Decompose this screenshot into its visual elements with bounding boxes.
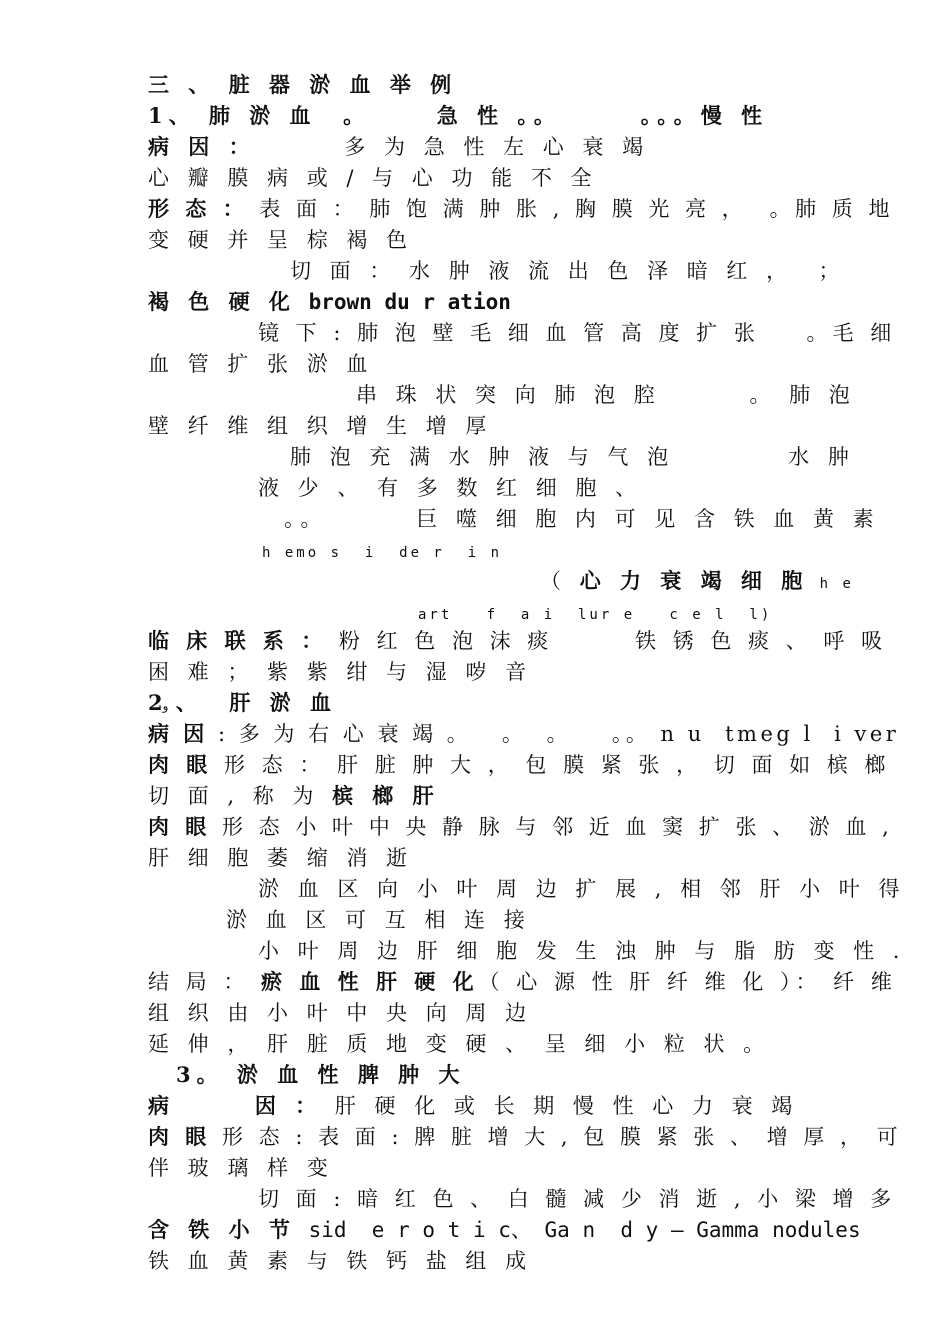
- text-segment: 延 伸 ， 肝 脏 质 地 变 硬 、 呈 细 小 粒 状 。: [148, 1032, 771, 1056]
- text-line: [148, 1215, 861, 1245]
- term: 褐 色 硬 化: [148, 289, 296, 314]
- text-line: [148, 967, 897, 997]
- text-line: [148, 163, 598, 193]
- text-segment: 液 少 、 有 多 数 红 细 胞 、: [258, 476, 643, 500]
- subheading-spleen: [176, 1060, 465, 1090]
- text-line: [148, 287, 511, 317]
- text-line: [148, 1029, 770, 1059]
- subheading-liver: [148, 688, 337, 721]
- text-line: [148, 626, 887, 656]
- text-segment: 变 硬 并 呈 棕 褐 色: [148, 228, 414, 252]
- label: 形 态 ：: [148, 196, 249, 221]
- text-segment: 2: [148, 690, 163, 715]
- label: 病 因 ：: [148, 1093, 323, 1118]
- term-english: h e: [808, 576, 854, 592]
- term-english: h emo s i de r i n: [262, 545, 503, 561]
- label: 病 因: [148, 721, 208, 746]
- text-segment: 串 珠 状 突 向 肺 泡 腔 。 肺 泡: [356, 383, 856, 407]
- text-segment: 铁 血 黄 素 与 铁 钙 盐 组 成: [148, 1249, 533, 1273]
- section-heading: [148, 70, 457, 100]
- text-segment: 小 叶 周 边 肝 细 胞 发 生 浊 肿 与 脂 肪 变 性 .: [258, 939, 906, 963]
- term-english: brown du r ation: [295, 290, 511, 314]
- text-line: [258, 473, 642, 503]
- text-segment: 形 态 : 表 面 : 脾 脏 增 大 , 包 膜 紧 张 、 增 厚 ， 可: [210, 1125, 903, 1149]
- text-line: [258, 874, 905, 904]
- text-segment: 壁 纤 维 组 织 增 生 增 厚: [148, 414, 493, 438]
- text-line: [148, 1122, 902, 1152]
- text-segment: 伴 玻 璃 样 变: [148, 1156, 334, 1180]
- text-segment: 心 瓣 膜 病 或 / 与 心 功 能 不 全: [148, 166, 598, 190]
- text-segment: 三 、 脏 器 淤 血 举 例: [148, 72, 458, 97]
- text-segment: 淤 血 区 向 小 叶 周 边 扩 展 , 相 邻 肝 小 叶 得: [258, 877, 906, 901]
- text-line: [148, 225, 413, 255]
- text-line: [148, 1091, 798, 1121]
- text-segment: 血 管 扩 张 淤 血: [148, 352, 374, 376]
- text-segment: 肝 硬 化 或 长 期 慢 性 心 力 衰 竭: [322, 1094, 799, 1118]
- text-line: [148, 657, 532, 687]
- text-line: [290, 442, 855, 472]
- text-line: [540, 566, 854, 599]
- term: 含 铁 小 节: [148, 1217, 296, 1242]
- text-segment: 镜 下 : 肺 泡 壁 毛 细 血 管 高 度 扩 张 。毛 细: [258, 321, 897, 345]
- term-english: sid e r o t i c、 Ga n d y — Gamma nodules: [295, 1218, 861, 1242]
- text-line: [148, 781, 440, 811]
- text-line: [148, 843, 413, 873]
- text-line: [258, 1184, 896, 1214]
- text-line: [290, 256, 845, 286]
- text-line: [148, 719, 899, 749]
- subheading-lung: [148, 101, 768, 131]
- text-line: [356, 380, 856, 410]
- text-segment: 1、 肺 淤 血 。 急 性 。。 。。。慢 性: [148, 103, 769, 128]
- text-segment: 淤 血 区 可 互 相 连 接: [226, 908, 531, 932]
- text-line: [148, 1153, 334, 1183]
- label: 肉 眼: [148, 814, 211, 839]
- text-segment: 肝 细 胞 萎 缩 消 逝: [148, 846, 414, 870]
- text-segment: 、 肝 淤 血: [168, 690, 337, 715]
- term-english: art f a i lur e c e l l): [418, 607, 773, 623]
- text-segment: 切 面 : 暗 红 色 、 白 髓 减 少 消 逝 , 小 梁 增 多: [258, 1187, 897, 1211]
- text-line: [148, 349, 373, 379]
- text-segment: 切 面 ： 水 肿 液 流 出 色 泽 暗 红 ， ；: [290, 259, 846, 283]
- term: 心 力 衰 竭 细 胞: [579, 568, 809, 593]
- text-line: [284, 504, 880, 534]
- text-line: [148, 194, 894, 224]
- text-segment: （: [540, 569, 580, 593]
- text-segment: 粉 红 色 泡 沫 痰 铁 锈 色 痰 、 呼 吸: [327, 629, 888, 653]
- label: 肉 眼: [148, 1124, 211, 1149]
- term: 瘀 血 性 肝 硬 化: [261, 969, 479, 994]
- text-segment: 。。 巨 噬 细 胞 内 可 见 含 铁 血 黄 素: [284, 507, 880, 531]
- text-segment: : 多 为 右 心 衰 竭 。 。 。 。。 n u tmeg l i ver: [207, 722, 900, 746]
- text-line: [148, 132, 649, 162]
- term: 槟 榔 肝: [332, 783, 440, 808]
- text-line: [148, 411, 492, 441]
- text-segment: 肺 泡 充 满 水 肿 液 与 气 泡 水 肿: [290, 445, 855, 469]
- label: 病 因 ：: [148, 134, 256, 159]
- text-segment: و: [162, 699, 169, 713]
- text-line: [226, 905, 531, 935]
- text-segment: 表 面 ： 肺 饱 满 肿 胀 , 胸 膜 光 亮 ， 。肺 质 地: [248, 197, 894, 221]
- text-line: [258, 936, 905, 966]
- text-line: [262, 535, 502, 568]
- text-line: [148, 998, 532, 1028]
- text-segment: 结 局 ：: [148, 970, 262, 994]
- label: 临 床 联 系 ：: [148, 628, 328, 653]
- label: 肉 眼: [148, 752, 213, 777]
- text-segment: 切 面 , 称 为: [148, 784, 333, 808]
- text-segment: 组 织 由 小 叶 中 央 向 周 边: [148, 1001, 533, 1025]
- text-line: [148, 1246, 532, 1276]
- text-segment: （ 心 源 性 肝 纤 维 化 ）： 纤 维: [478, 970, 897, 994]
- text-line: [148, 750, 890, 780]
- text-segment: 形 态 小 叶 中 央 静 脉 与 邻 近 血 窦 扩 张 、 淤 血 ,: [210, 815, 894, 839]
- text-line: [258, 318, 896, 348]
- text-line: [148, 812, 893, 842]
- text-segment: 困 难 ； 紫 紫 绀 与 湿 哕 音: [148, 660, 533, 684]
- text-segment: 多 为 急 性 左 心 衰 竭: [255, 135, 650, 159]
- text-segment: 形 态 ： 肝 脏 肿 大 ， 包 膜 紧 张 ， 切 面 如 槟 榔: [212, 753, 891, 777]
- text-segment: 3。 淤 血 性 脾 肿 大: [176, 1062, 466, 1087]
